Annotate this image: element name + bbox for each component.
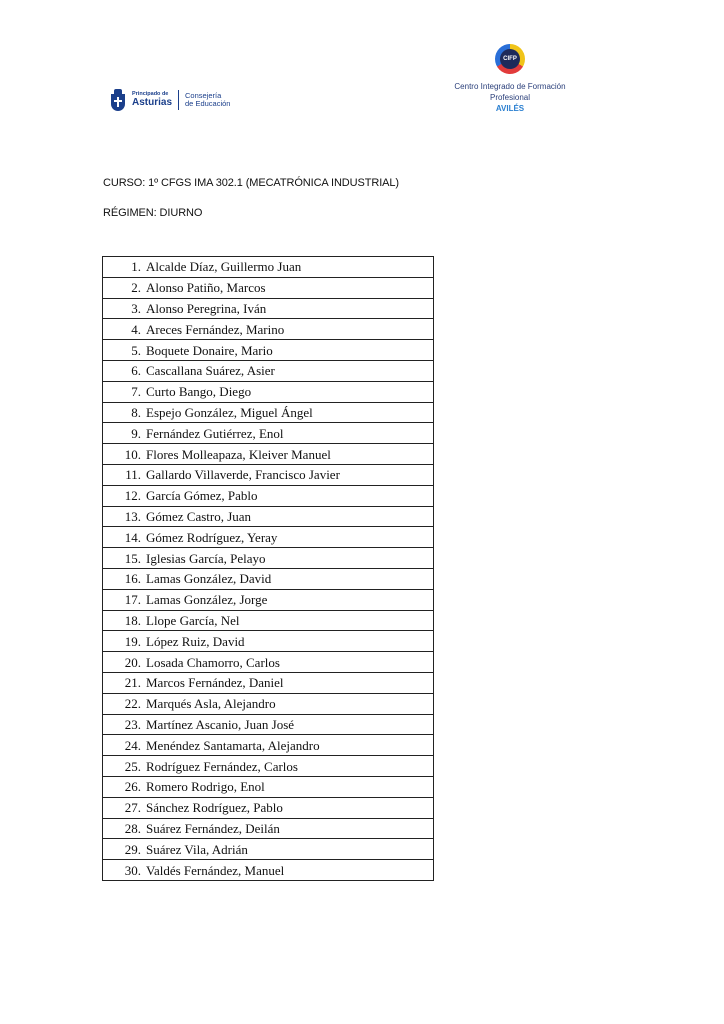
student-number: 28. xyxy=(124,820,141,836)
student-cell xyxy=(103,506,434,527)
cifp-logo xyxy=(440,44,580,115)
student-number: 15. xyxy=(124,550,141,566)
asturias-crest-icon xyxy=(110,89,126,111)
student-cell xyxy=(103,714,434,735)
student-number: 10. xyxy=(124,446,141,462)
logo-divider xyxy=(178,90,179,110)
student-number: 24. xyxy=(124,737,141,753)
student-number: 14. xyxy=(124,529,141,545)
student-name: Boquete Donaire, Mario xyxy=(146,342,273,358)
student-name: Lamas González, David xyxy=(146,571,272,587)
student-number: 9. xyxy=(131,425,141,441)
table-row xyxy=(103,714,434,735)
table-row xyxy=(103,776,434,797)
student-number: 25. xyxy=(124,758,141,774)
student-cell xyxy=(103,402,434,423)
student-name: Marqués Asla, Alejandro xyxy=(146,696,276,712)
student-number: 17. xyxy=(124,592,141,608)
table-row xyxy=(103,423,434,444)
table-row xyxy=(103,527,434,548)
student-name: Alcalde Díaz, Guillermo Juan xyxy=(146,259,302,275)
table-row xyxy=(103,464,434,485)
student-cell xyxy=(103,776,434,797)
student-number: 16. xyxy=(124,571,141,587)
table-row xyxy=(103,610,434,631)
student-name: Losada Chamorro, Carlos xyxy=(146,654,280,670)
student-name: Suárez Fernández, Deilán xyxy=(146,820,280,836)
student-name: Menéndez Santamarta, Alejandro xyxy=(146,737,320,753)
student-cell xyxy=(103,589,434,610)
student-cell xyxy=(103,298,434,319)
cifp-line1: Centro Integrado de Formación xyxy=(454,82,566,91)
student-number: 23. xyxy=(124,716,141,732)
student-number: 22. xyxy=(124,696,141,712)
table-row xyxy=(103,631,434,652)
student-name: Gómez Castro, Juan xyxy=(146,508,252,524)
student-number: 21. xyxy=(124,675,141,691)
student-cell xyxy=(103,693,434,714)
student-cell xyxy=(103,527,434,548)
cifp-badge: CIFP xyxy=(500,49,520,69)
student-cell xyxy=(103,735,434,756)
table-row xyxy=(103,818,434,839)
student-number: 19. xyxy=(124,633,141,649)
student-number: 2. xyxy=(131,280,141,296)
table-row xyxy=(103,506,434,527)
student-cell xyxy=(103,319,434,340)
student-number: 3. xyxy=(131,300,141,316)
asturias-line1: Principado de xyxy=(132,91,169,98)
student-name: Suárez Vila, Adrián xyxy=(146,841,248,857)
student-cell xyxy=(103,548,434,569)
table-row xyxy=(103,298,434,319)
table-row xyxy=(103,756,434,777)
student-number: 13. xyxy=(124,508,141,524)
student-name: Rodríguez Fernández, Carlos xyxy=(146,758,298,774)
student-number: 20. xyxy=(124,654,141,670)
student-cell xyxy=(103,568,434,589)
table-row xyxy=(103,319,434,340)
student-list-table xyxy=(102,256,434,881)
student-cell xyxy=(103,485,434,506)
table-row xyxy=(103,257,434,278)
student-name: Sánchez Rodríguez, Pablo xyxy=(146,800,283,816)
table-row xyxy=(103,797,434,818)
course-title: CURSO: 1º CFGS IMA 302.1 (MECATRÓNICA INDUSTRIAL) xyxy=(103,177,399,189)
student-name: Gallardo Villaverde, Francisco Javier xyxy=(146,467,340,483)
cifp-emblem-icon xyxy=(495,44,525,74)
student-name: Curto Bango, Diego xyxy=(146,384,252,400)
student-name: Fernández Gutiérrez, Enol xyxy=(146,425,284,441)
student-name: Alonso Patiño, Marcos xyxy=(146,280,266,296)
student-cell xyxy=(103,839,434,860)
table-row xyxy=(103,381,434,402)
student-name: Martínez Ascanio, Juan José xyxy=(146,716,295,732)
table-row xyxy=(103,568,434,589)
student-number: 26. xyxy=(124,779,141,795)
student-name: Valdés Fernández, Manuel xyxy=(146,862,285,878)
student-number: 5. xyxy=(131,342,141,358)
table-row xyxy=(103,277,434,298)
student-number: 1. xyxy=(131,259,141,275)
student-name: Flores Molleapaza, Kleiver Manuel xyxy=(146,446,331,462)
student-cell xyxy=(103,277,434,298)
cifp-line2: Profesional xyxy=(489,93,531,102)
student-number: 11. xyxy=(125,467,141,483)
table-row xyxy=(103,860,434,881)
table-row xyxy=(103,839,434,860)
table-row xyxy=(103,548,434,569)
student-cell xyxy=(103,444,434,465)
table-row xyxy=(103,485,434,506)
student-number: 29. xyxy=(124,841,141,857)
student-cell xyxy=(103,631,434,652)
table-row xyxy=(103,735,434,756)
student-cell xyxy=(103,797,434,818)
table-row xyxy=(103,360,434,381)
student-name: Llope García, Nel xyxy=(146,612,240,628)
student-number: 27. xyxy=(124,800,141,816)
student-cell xyxy=(103,756,434,777)
student-name: Espejo González, Miguel Ángel xyxy=(146,404,313,420)
student-cell xyxy=(103,818,434,839)
student-name: Romero Rodrigo, Enol xyxy=(146,779,265,795)
student-number: 7. xyxy=(131,384,141,400)
student-name: Cascallana Suárez, Asier xyxy=(146,363,275,379)
student-name: Marcos Fernández, Daniel xyxy=(146,675,284,691)
student-cell xyxy=(103,610,434,631)
student-cell xyxy=(103,257,434,278)
cifp-city: AVILÉS xyxy=(495,104,525,113)
asturias-logo xyxy=(110,89,230,111)
student-cell xyxy=(103,672,434,693)
table-row xyxy=(103,444,434,465)
dept-line2: de Educación xyxy=(185,99,231,108)
student-number: 12. xyxy=(124,488,141,504)
student-cell xyxy=(103,360,434,381)
student-cell xyxy=(103,381,434,402)
table-row xyxy=(103,652,434,673)
table-row xyxy=(103,402,434,423)
student-number: 18. xyxy=(124,612,141,628)
student-number: 8. xyxy=(131,404,141,420)
student-name: Iglesias García, Pelayo xyxy=(146,550,266,566)
asturias-line2: Asturias xyxy=(132,96,173,108)
student-name: Gómez Rodríguez, Yeray xyxy=(146,529,278,545)
course-regimen: RÉGIMEN: DIURNO xyxy=(103,207,203,219)
student-name: García Gómez, Pablo xyxy=(146,488,258,504)
dept-line1: Consejería xyxy=(185,90,222,100)
student-name: López Ruiz, David xyxy=(146,633,245,649)
student-number: 6. xyxy=(131,363,141,379)
student-number: 4. xyxy=(131,321,141,337)
student-name: Areces Fernández, Marino xyxy=(146,321,285,337)
student-number: 30. xyxy=(124,862,141,878)
student-cell xyxy=(103,860,434,881)
table-row xyxy=(103,589,434,610)
student-name: Lamas González, Jorge xyxy=(146,592,268,608)
table-row xyxy=(103,693,434,714)
table-row xyxy=(103,340,434,361)
student-cell xyxy=(103,423,434,444)
student-name: Alonso Peregrina, Iván xyxy=(146,300,267,316)
student-cell xyxy=(103,464,434,485)
table-row xyxy=(103,672,434,693)
student-cell xyxy=(103,652,434,673)
student-cell xyxy=(103,340,434,361)
